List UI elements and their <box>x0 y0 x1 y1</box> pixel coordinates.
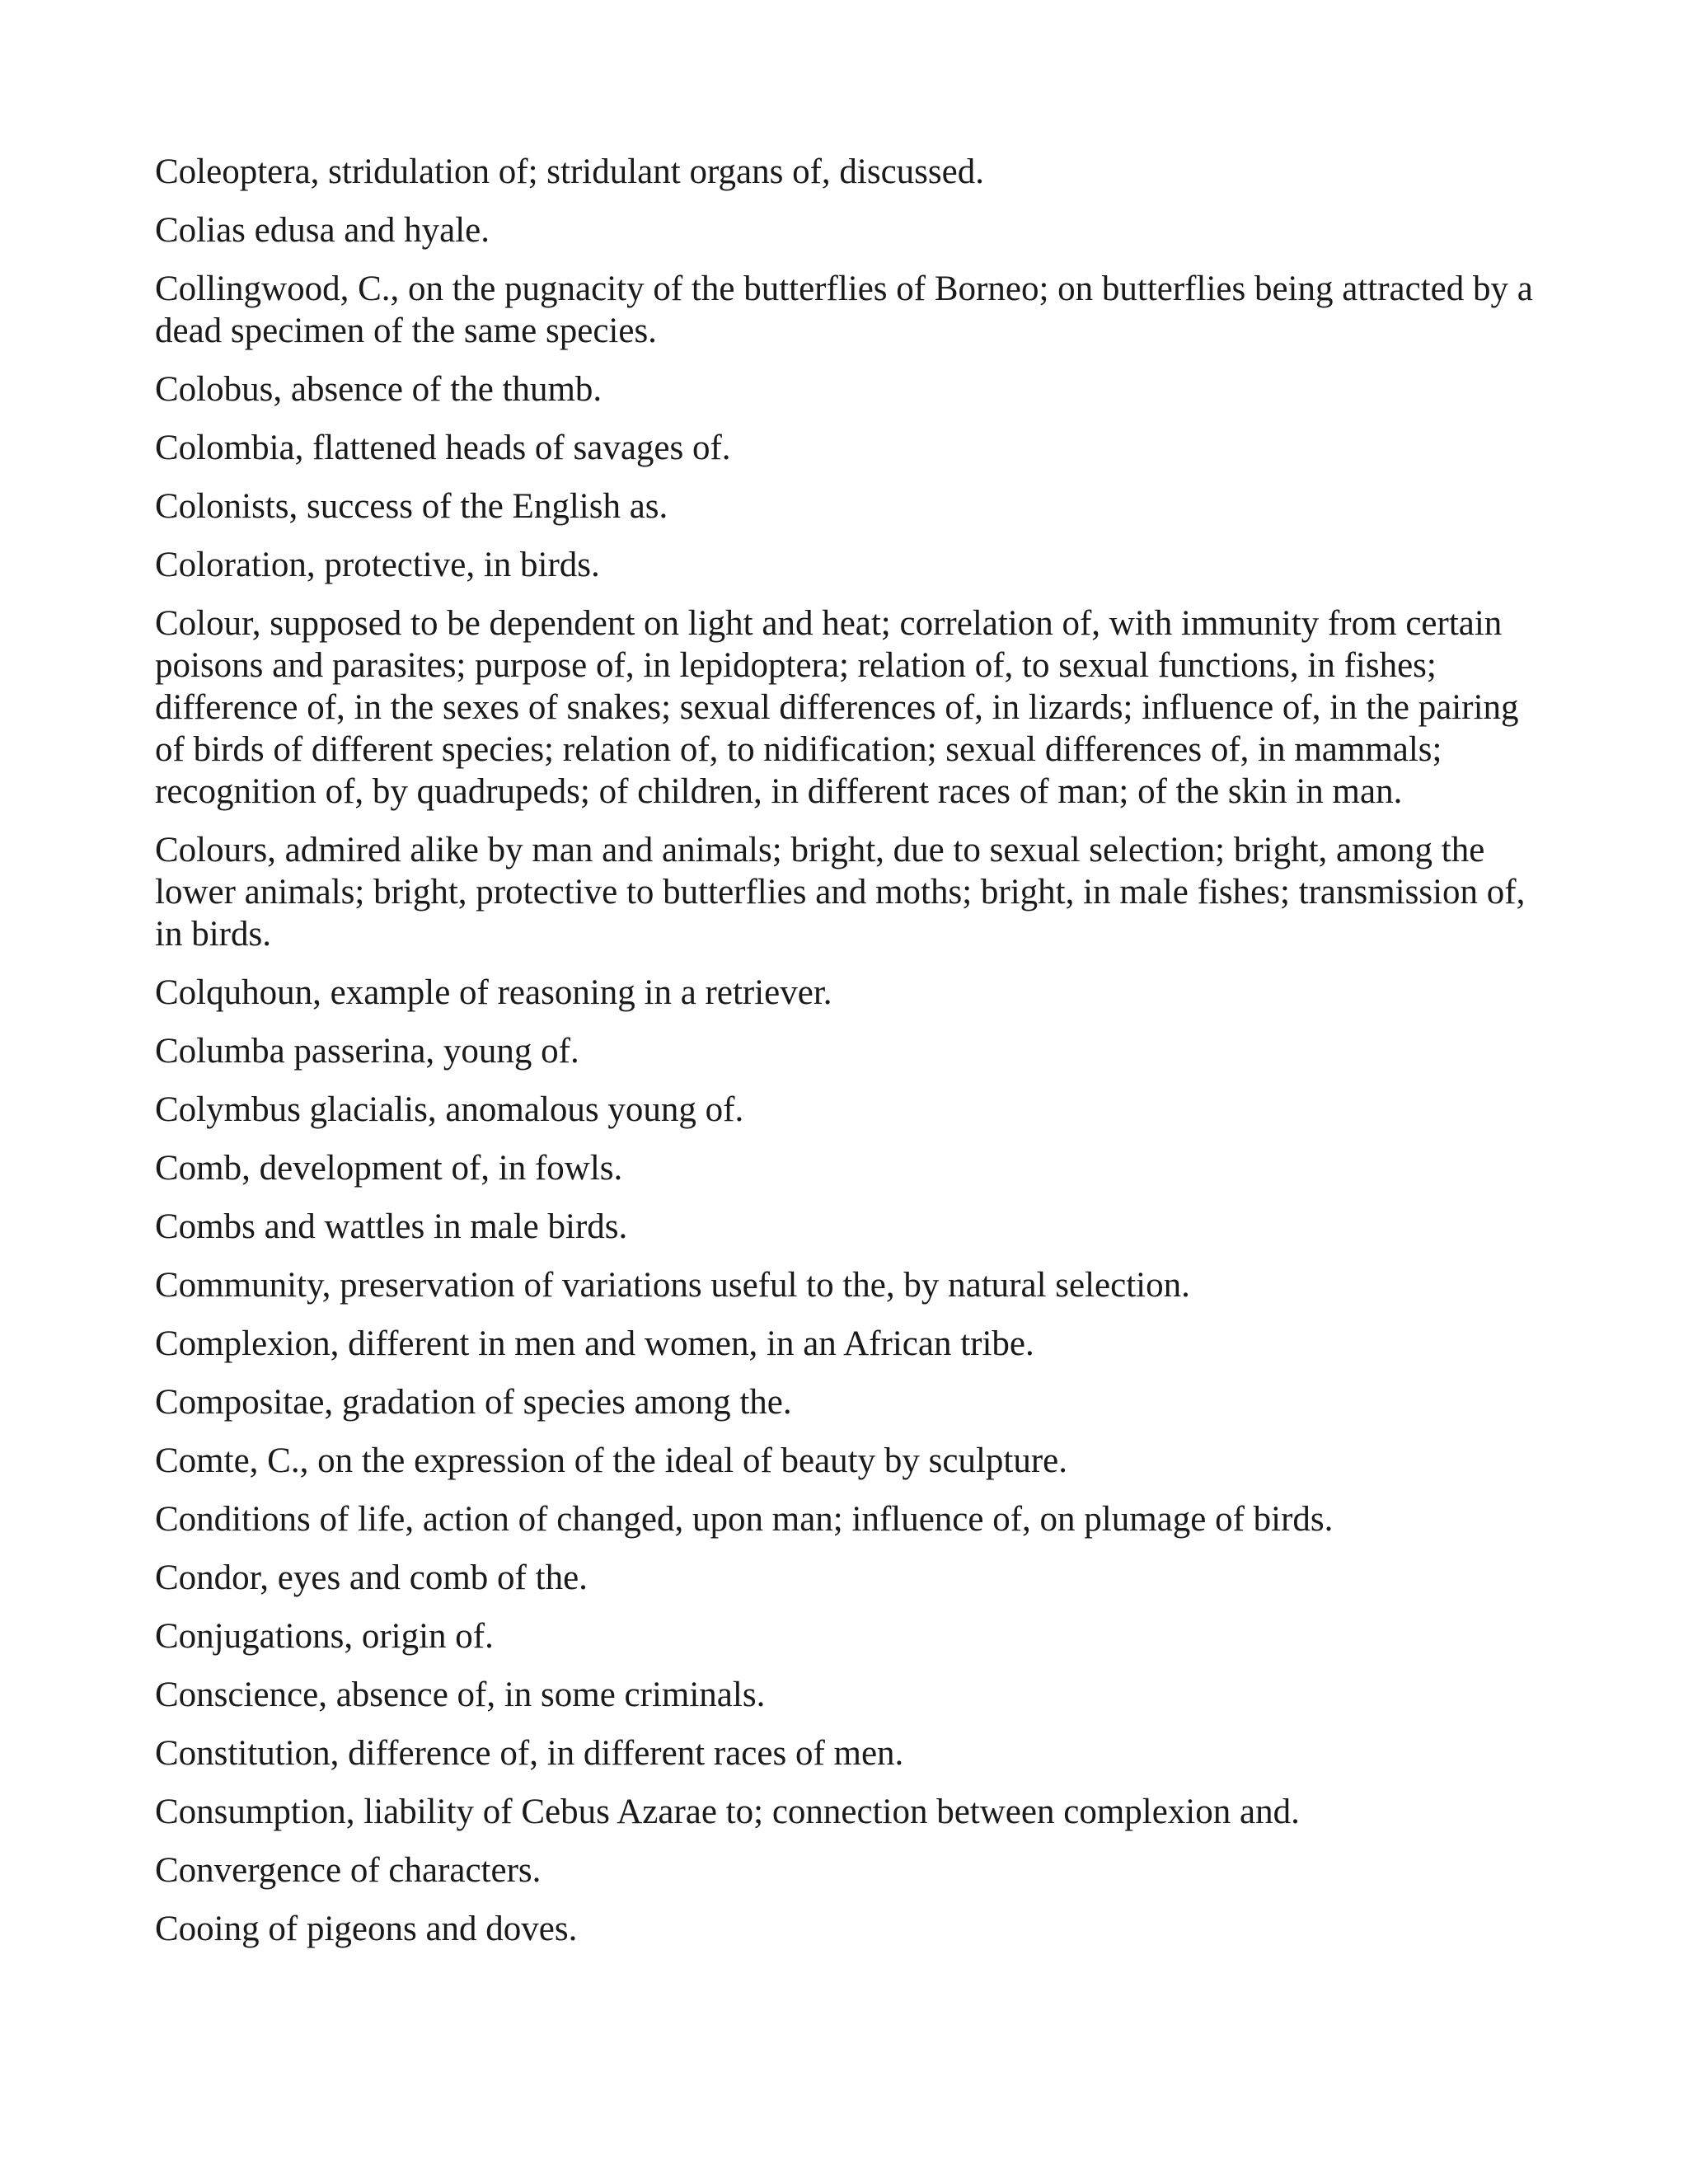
index-entry: Condor, eyes and comb of the. <box>155 1558 588 1597</box>
index-entry: Conscience, absence of, in some criminals. <box>155 1675 766 1714</box>
index-entry: Compositae, gradation of species among the. <box>155 1383 792 1422</box>
index-entry: Coloration, protective, in birds. <box>155 546 600 584</box>
index-entry: Colquhoun, example of reasoning in a retriever. <box>155 973 832 1012</box>
index-entry: Collingwood, C., on the pugnacity of the butterflies of Borneo; on butterflies being attracted by a dead specimen of the same species. <box>155 269 1533 350</box>
index-entry: Colobus, absence of the thumb. <box>155 370 603 409</box>
index-entry: Conjugations, origin of. <box>155 1617 494 1656</box>
index-entry: Comte, C., on the expression of the ideal of beauty by sculpture. <box>155 1441 1067 1480</box>
index-entry: Combs and wattles in male birds. <box>155 1207 628 1246</box>
index-entry: Constitution, difference of, in different races of men. <box>155 1734 904 1773</box>
index-entry: Colias edusa and hyale. <box>155 211 490 250</box>
index-entry: Columba passerina, young of. <box>155 1032 579 1071</box>
index-entry: Colour, supposed to be dependent on light and heat; correlation of, with immunity from certain poisons and parasites; purpose of, in lepidoptera; relation of, to sexual functions, in fishes; difference of, in the sexes of snakes; sexual differences of, in lizards; influence of, in the pairing of birds of different species; relation of, to nidification; sexual differences of, in mammals; recognition of, by quadrupeds; of children, in different races of man; of the skin in man. <box>155 604 1519 811</box>
index-entry-list <box>155 151 1540 1966</box>
index-entry: Colombia, flattened heads of savages of. <box>155 429 731 467</box>
index-entry: Colonists, success of the English as. <box>155 487 668 526</box>
index-entry: Colours, admired alike by man and animals; bright, due to sexual selection; bright, among the lower animals; bright, protective to butterflies and moths; bright, in male fishes; transmission of, in birds. <box>155 831 1526 954</box>
index-entry: Comb, development of, in fowls. <box>155 1149 623 1188</box>
index-entry: Community, preservation of variations useful to the, by natural selection. <box>155 1266 1190 1305</box>
index-entry: Coleoptera, stridulation of; stridulant organs of, discussed. <box>155 152 984 191</box>
index-entry: Convergence of characters. <box>155 1851 542 1890</box>
index-entry: Complexion, different in men and women, in an African tribe. <box>155 1324 1034 1363</box>
index-entry: Conditions of life, action of changed, upon man; influence of, on plumage of birds. <box>155 1500 1334 1539</box>
index-entry: Consumption, liability of Cebus Azarae to; connection between complexion and. <box>155 1793 1300 1831</box>
index-entry: Cooing of pigeons and doves. <box>155 1910 578 1948</box>
index-entry: Colymbus glacialis, anomalous young of. <box>155 1090 744 1129</box>
